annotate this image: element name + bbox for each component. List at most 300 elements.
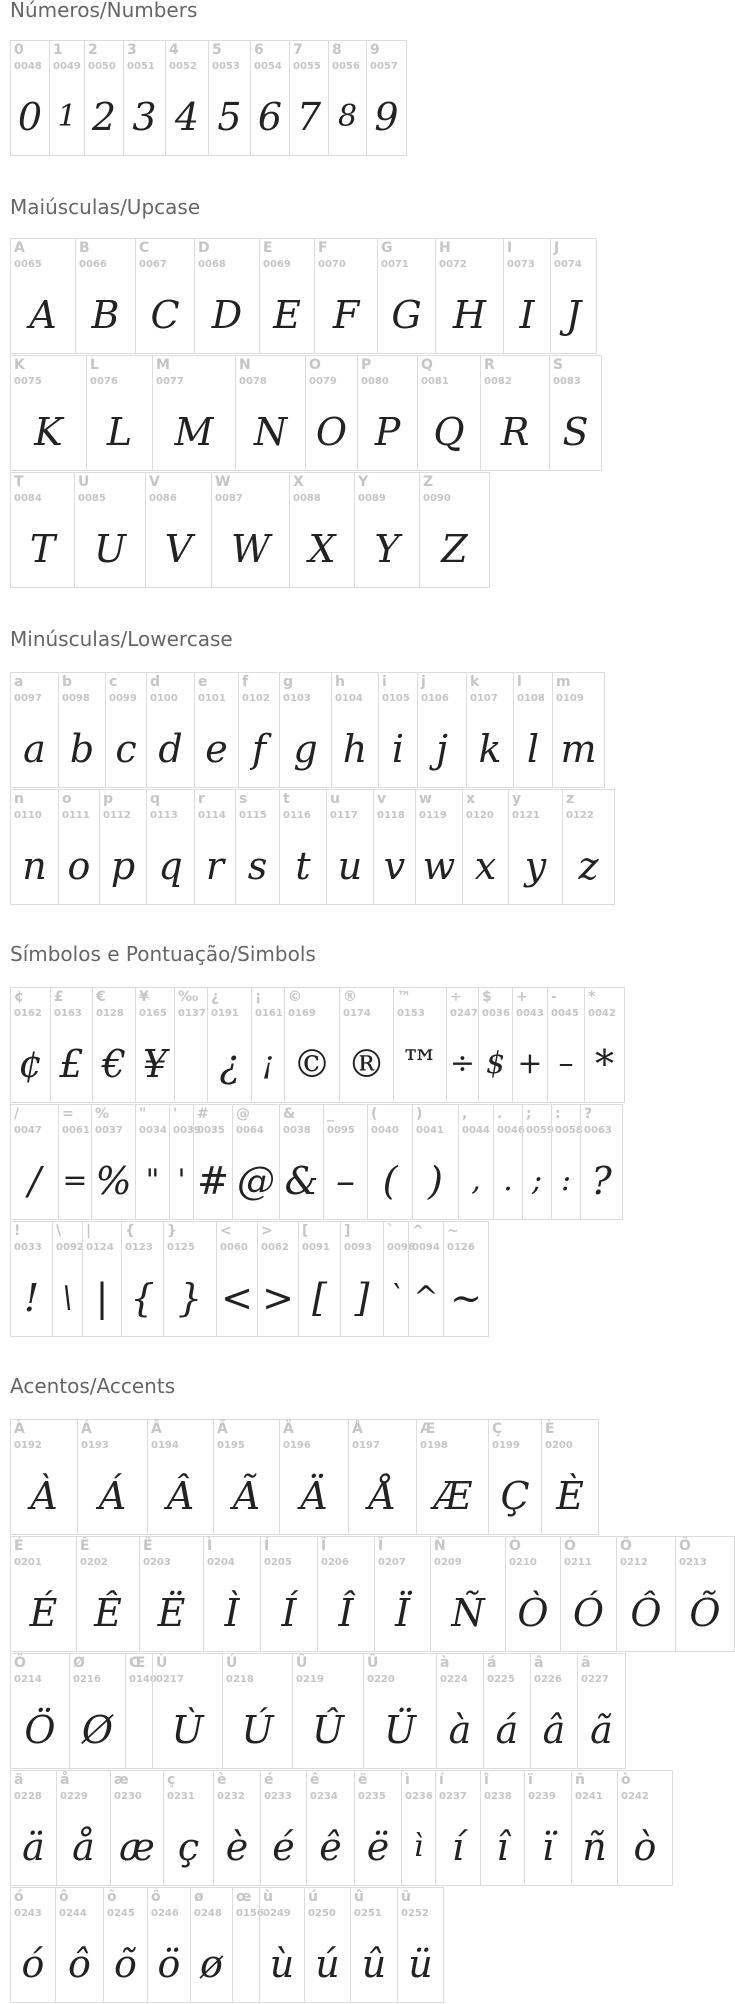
- glyph-code: 0037: [95, 1125, 123, 1136]
- glyph-code: 0117: [330, 810, 358, 821]
- glyph-sample: È: [556, 1474, 584, 1518]
- glyph-code: 0174: [343, 1008, 371, 1019]
- glyph-code: 0217: [156, 1674, 184, 1685]
- glyph-character-label: É: [14, 1538, 24, 1554]
- glyph-sample: Ê: [94, 1591, 122, 1635]
- glyph-sample: ¡: [261, 1046, 275, 1081]
- glyph-code: 0128: [96, 1008, 124, 1019]
- glyph-sample: k: [478, 727, 502, 771]
- glyph-sample: ÷: [449, 1046, 476, 1081]
- glyph-character-label: .: [497, 1106, 503, 1122]
- glyph-sample: ]: [354, 1276, 370, 1320]
- glyph-character-label: &: [283, 1106, 296, 1122]
- glyph-cell: [483, 1653, 531, 1769]
- glyph-character-label: #: [197, 1106, 209, 1122]
- glyph-character-label: 9: [370, 42, 380, 58]
- glyph-character-label: G: [381, 240, 393, 256]
- glyph-sample: ù: [269, 1942, 295, 1986]
- glyph-sample: >: [262, 1276, 294, 1320]
- glyph-character-label: á: [487, 1655, 497, 1671]
- glyph-character-label: æ: [114, 1772, 129, 1788]
- glyph-cell: [213, 1419, 280, 1535]
- glyph-character-label: ¢: [14, 989, 24, 1005]
- glyph-code: 0043: [516, 1008, 544, 1019]
- glyph-sample: ®: [347, 1042, 386, 1086]
- glyph-sample: õ: [114, 1942, 137, 1986]
- glyph-sample: –: [558, 1046, 574, 1081]
- glyph-character-label: ": [139, 1106, 147, 1122]
- glyph-cell: [55, 1887, 104, 2003]
- glyph-sample: Ó: [572, 1591, 605, 1635]
- glyph-sample: N: [253, 410, 288, 454]
- glyph-sample: ,: [471, 1163, 481, 1198]
- glyph-character-label: Â: [151, 1421, 162, 1437]
- glyph-sample: :: [560, 1163, 572, 1198]
- glyph-character-label: -: [551, 989, 557, 1005]
- glyph-code: 0162: [14, 1008, 42, 1019]
- glyph-code: 0193: [81, 1440, 109, 1451]
- glyph-sample: À: [30, 1474, 58, 1518]
- glyph-cell: [560, 1536, 617, 1652]
- glyph-character-label: ?: [584, 1106, 593, 1122]
- glyph-cell: [260, 1770, 307, 1886]
- glyph-cell: [350, 1887, 398, 2003]
- glyph-character-label: A: [14, 240, 25, 256]
- glyph-code: 0225: [487, 1674, 515, 1685]
- glyph-code: 0039: [173, 1125, 201, 1136]
- glyph-code: 0194: [151, 1440, 179, 1451]
- glyph-cell: [571, 1770, 618, 1886]
- glyph-character-label: ÷: [450, 989, 462, 1005]
- glyph-code: 0161: [255, 1008, 283, 1019]
- glyph-sample: 3: [132, 95, 157, 139]
- glyph-sample: â: [542, 1708, 566, 1752]
- glyph-character-label: û: [354, 1889, 364, 1905]
- glyph-character-label: 2: [88, 42, 98, 58]
- glyph-code: 0104: [335, 693, 363, 704]
- glyph-code: 0219: [296, 1674, 324, 1685]
- glyph-character-label: 7: [293, 42, 303, 58]
- glyph-cell: [10, 1887, 56, 2003]
- glyph-sample: F: [332, 293, 360, 337]
- glyph-code: 0237: [439, 1791, 467, 1802]
- glyph-code: 0209: [434, 1557, 462, 1568]
- glyph-sample: ú: [315, 1942, 340, 1986]
- glyph-code: 0207: [378, 1557, 406, 1568]
- glyph-code: 0122: [566, 810, 594, 821]
- glyph-sample: û: [361, 1942, 387, 1986]
- glyph-sample: Ø: [81, 1708, 114, 1752]
- glyph-code: 0238: [484, 1791, 512, 1802]
- glyph-character-label: Ó: [564, 1538, 576, 1554]
- glyph-sample: |: [95, 1276, 109, 1320]
- glyph-sample: \: [62, 1280, 73, 1315]
- glyph-cell: [317, 1536, 375, 1652]
- glyph-code: 0243: [14, 1908, 42, 1919]
- glyph-cell: [292, 1653, 364, 1769]
- glyph-sample: R: [500, 410, 530, 454]
- glyph-cell: [190, 1887, 233, 2003]
- glyph-code: 0246: [151, 1908, 179, 1919]
- glyph-sample: l: [526, 727, 540, 771]
- glyph-code: 0074: [554, 259, 582, 270]
- glyph-sample: 6: [257, 95, 283, 139]
- glyph-sample: ë: [366, 1825, 390, 1869]
- glyph-sample: m: [560, 727, 597, 771]
- glyph-character-label: î: [484, 1772, 489, 1788]
- glyph-character-label: M: [156, 357, 170, 373]
- glyph-code: 0232: [217, 1791, 245, 1802]
- glyph-sample: V: [164, 527, 193, 571]
- glyph-character-label: é: [264, 1772, 274, 1788]
- glyph-sample: Ã: [232, 1474, 261, 1518]
- glyph-character-label: n: [14, 791, 24, 807]
- glyph-sample: j: [436, 727, 448, 771]
- glyph-code: 0083: [553, 376, 581, 387]
- glyph-character-label: h: [335, 674, 345, 690]
- glyph-row: [10, 1887, 443, 2004]
- glyph-character-label: ê: [310, 1772, 320, 1788]
- glyph-cell: [163, 1770, 214, 1886]
- glyph-character-label: ': [173, 1106, 178, 1122]
- glyph-code: 0123: [125, 1242, 153, 1253]
- glyph-code: 0235: [358, 1791, 386, 1802]
- glyph-sample: Z: [441, 527, 468, 571]
- glyph-character-label: ï: [528, 1772, 533, 1788]
- glyph-cell: [505, 1536, 561, 1652]
- glyph-sample: ?: [591, 1159, 612, 1203]
- glyph-sample: y: [524, 844, 547, 888]
- glyph-character-label: %: [95, 1106, 110, 1122]
- glyph-code: 0067: [139, 259, 167, 270]
- glyph-character-label: U: [78, 474, 90, 490]
- glyph-code: 0042: [588, 1008, 616, 1019]
- glyph-cell: [147, 1887, 191, 2003]
- glyph-sample: Ô: [630, 1591, 662, 1635]
- glyph-code: 0250: [308, 1908, 336, 1919]
- glyph-sample: E: [273, 293, 301, 337]
- glyph-character-label: P: [361, 357, 372, 373]
- glyph-cell: [76, 1536, 140, 1652]
- glyph-cell: [354, 1770, 402, 1886]
- glyph-character-label: Ü: [367, 1655, 379, 1671]
- glyph-sample: ä: [22, 1825, 45, 1869]
- glyph-sample: à: [448, 1708, 472, 1752]
- glyph-code: 0228: [14, 1791, 42, 1802]
- glyph-character-label: F: [318, 240, 328, 256]
- glyph-character-label: 8: [332, 42, 342, 58]
- glyph-sample: +: [517, 1046, 543, 1081]
- glyph-character-label: ü: [401, 1889, 411, 1905]
- glyph-code: 0211: [564, 1557, 592, 1568]
- glyph-code: 0126: [447, 1242, 475, 1253]
- glyph-character-label: ô: [59, 1889, 69, 1905]
- glyph-sample: [: [312, 1276, 327, 1320]
- glyph-code: 0103: [283, 693, 311, 704]
- glyph-code: 0118: [377, 810, 405, 821]
- glyph-cell: [10, 1770, 57, 1886]
- glyph-sample: Ñ: [451, 1591, 485, 1635]
- glyph-sample: f: [251, 727, 267, 771]
- glyph-code: 0204: [207, 1557, 235, 1568]
- glyph-cell: [69, 1653, 126, 1769]
- glyph-sample: Ä: [300, 1474, 328, 1518]
- glyph-character-label: Œ: [129, 1655, 146, 1671]
- glyph-character-label: Ö: [14, 1655, 26, 1671]
- glyph-code: 0062: [261, 1242, 289, 1253]
- glyph-character-label: À: [14, 1421, 25, 1437]
- glyph-character-label: ¡: [255, 989, 262, 1005]
- glyph-character-label: q: [150, 791, 161, 807]
- glyph-character-label: C: [139, 240, 150, 256]
- glyph-code: 0096: [387, 1242, 415, 1253]
- glyph-sample: Å: [368, 1474, 397, 1518]
- glyph-sample: 1: [57, 99, 77, 134]
- glyph-character-label: T: [14, 474, 24, 490]
- glyph-code: 0191: [211, 1008, 239, 1019]
- glyph-cell: [480, 1770, 525, 1886]
- glyph-sample: é: [272, 1825, 295, 1869]
- glyph-sample: J: [565, 293, 582, 337]
- glyph-character-label: Q: [421, 357, 433, 373]
- glyph-sample: ¢: [18, 1042, 43, 1086]
- glyph-character-label: t: [283, 791, 290, 807]
- glyph-character-label: ò: [621, 1772, 631, 1788]
- glyph-row: [10, 1770, 672, 1887]
- glyph-sample: €: [101, 1042, 127, 1086]
- glyph-code: 0091: [302, 1242, 330, 1253]
- glyph-character-label: œ: [236, 1889, 252, 1905]
- glyph-code: 0224: [440, 1674, 468, 1685]
- glyph-character-label: ^: [412, 1223, 424, 1239]
- glyph-code: 0086: [149, 493, 177, 504]
- glyph-sample: 8: [337, 99, 358, 134]
- glyph-sample: v: [383, 844, 406, 888]
- glyph-character-label: _: [327, 1106, 334, 1122]
- glyph-sample: ": [145, 1163, 160, 1198]
- glyph-sample: A: [29, 293, 57, 337]
- glyph-sample: t: [295, 844, 311, 888]
- glyph-sample: }: [177, 1276, 203, 1320]
- glyph-sample: C: [150, 293, 180, 337]
- glyph-code: 0056: [332, 61, 360, 72]
- glyph-character-label: ë: [358, 1772, 368, 1788]
- glyph-sample: Â: [166, 1474, 195, 1518]
- glyph-character-label: ø: [194, 1889, 204, 1905]
- glyph-character-label: f: [242, 674, 249, 690]
- glyph-character-label: \: [56, 1223, 62, 1239]
- glyph-character-label: ¿: [211, 989, 220, 1005]
- glyph-sample: K: [34, 410, 63, 454]
- glyph-code: 0064: [236, 1125, 264, 1136]
- glyph-sample: É: [29, 1591, 58, 1635]
- section-title: Símbolos e Pontuação/Simbols: [10, 942, 316, 966]
- glyph-code: 0071: [381, 259, 409, 270]
- glyph-character-label: Á: [81, 1421, 92, 1437]
- glyph-sample: Ç: [500, 1474, 530, 1518]
- glyph-sample: O: [315, 410, 348, 454]
- glyph-row: [10, 1653, 625, 1770]
- glyph-code: 0242: [621, 1791, 649, 1802]
- glyph-code: 0201: [14, 1557, 42, 1568]
- glyph-character-label: ;: [526, 1106, 532, 1122]
- glyph-sample: &: [284, 1159, 319, 1203]
- glyph-code: 0197: [352, 1440, 380, 1451]
- glyph-sample: $: [485, 1046, 506, 1081]
- glyph-sample: Ì: [224, 1591, 240, 1635]
- glyph-sample: ø: [200, 1942, 223, 1986]
- glyph-code: 0050: [88, 61, 116, 72]
- glyph-code: 0076: [90, 376, 118, 387]
- glyph-code: 0070: [318, 259, 346, 270]
- glyph-sample: o: [67, 844, 91, 888]
- glyph-code: 0218: [226, 1674, 254, 1685]
- glyph-code: 0065: [14, 259, 42, 270]
- glyph-cell: [232, 1887, 264, 2003]
- glyph-code: 0047: [14, 1125, 42, 1136]
- glyph-code: 0092: [56, 1242, 84, 1253]
- glyph-sample: w: [422, 844, 456, 888]
- glyph-character-label: Ø: [73, 1655, 85, 1671]
- glyph-cell: [363, 1653, 437, 1769]
- glyph-code: 0035: [197, 1125, 225, 1136]
- glyph-character-label: B: [79, 240, 90, 256]
- glyph-code: 0069: [263, 259, 291, 270]
- glyph-code: 0107: [470, 693, 498, 704]
- glyph-cell: [259, 1887, 305, 2003]
- glyph-character-label: ó: [14, 1889, 24, 1905]
- glyph-character-label: ñ: [575, 1772, 585, 1788]
- glyph-code: 0202: [80, 1557, 108, 1568]
- glyph-sample: ã: [590, 1708, 613, 1752]
- glyph-character-label: c: [109, 674, 118, 690]
- glyph-character-label: ~: [447, 1223, 459, 1239]
- glyph-character-label: O: [309, 357, 321, 373]
- glyph-code: 0114: [198, 810, 226, 821]
- glyph-character-label: {: [125, 1223, 135, 1239]
- glyph-character-label: y: [512, 791, 522, 807]
- glyph-sample: å: [72, 1825, 95, 1869]
- glyph-character-label: z: [566, 791, 575, 807]
- glyph-sample: ñ: [582, 1825, 607, 1869]
- glyph-cell: [616, 1536, 676, 1652]
- glyph-sample: *: [595, 1042, 614, 1086]
- glyph-cell: [436, 1653, 484, 1769]
- glyph-character-label: ì: [405, 1772, 410, 1788]
- glyph-character-label: ù: [263, 1889, 273, 1905]
- glyph-character-label: }: [167, 1223, 177, 1239]
- glyph-sample: g: [293, 727, 318, 771]
- glyph-sample: è: [225, 1825, 249, 1869]
- glyph-sample: Ù: [171, 1708, 204, 1752]
- glyph-character-label: Ç: [492, 1421, 503, 1437]
- glyph-code: 0115: [239, 810, 267, 821]
- glyph-cell: [222, 1653, 293, 1769]
- glyph-sample: /: [28, 1159, 41, 1203]
- glyph-character-label: >: [261, 1223, 273, 1239]
- glyph-character-label: ä: [14, 1772, 24, 1788]
- glyph-cell: [577, 1653, 626, 1769]
- glyph-sample: q: [158, 844, 183, 888]
- glyph-character-label: ú: [308, 1889, 318, 1905]
- glyph-code: 0095: [327, 1125, 355, 1136]
- glyph-sample: =: [62, 1163, 88, 1198]
- glyph-sample: ò: [633, 1825, 657, 1869]
- glyph-code: 0245: [107, 1908, 135, 1919]
- glyph-sample: Ü: [383, 1708, 417, 1752]
- glyph-sample: b: [69, 727, 95, 771]
- glyph-cell: [348, 1419, 417, 1535]
- glyph-code: 0093: [344, 1242, 372, 1253]
- glyph-character-label: Å: [352, 1421, 363, 1437]
- glyph-cell: [430, 1536, 506, 1652]
- glyph-character-label: H: [439, 240, 451, 256]
- glyph-cell: [541, 1419, 599, 1535]
- glyph-character-label: 6: [254, 42, 264, 58]
- glyph-sample: #: [197, 1159, 229, 1203]
- glyph-sample: z: [578, 844, 599, 888]
- glyph-character-label: Ñ: [434, 1538, 446, 1554]
- glyph-character-label: J: [554, 240, 560, 256]
- glyph-sample: Û: [311, 1708, 345, 1752]
- glyph-character-label: N: [239, 357, 251, 373]
- glyph-cell: [524, 1770, 572, 1886]
- glyph-cell: [139, 1536, 204, 1652]
- glyph-code: 0163: [54, 1008, 82, 1019]
- glyph-character-label: £: [54, 989, 64, 1005]
- glyph-character-label: w: [419, 791, 432, 807]
- glyph-sample: ¥: [142, 1042, 168, 1086]
- glyph-character-label: 0: [14, 42, 24, 58]
- glyph-code: 0033: [14, 1242, 42, 1253]
- glyph-code: 0082: [484, 376, 512, 387]
- glyph-code: 0105: [382, 693, 410, 704]
- glyph-sample: æ: [119, 1825, 155, 1869]
- glyph-character-label: =: [62, 1106, 74, 1122]
- glyph-character-label: Ô: [620, 1538, 632, 1554]
- glyph-sample: H: [452, 293, 487, 337]
- glyph-character-label: v: [377, 791, 387, 807]
- glyph-code: 0085: [78, 493, 106, 504]
- glyph-character-label: :: [555, 1106, 561, 1122]
- glyph-character-label: í: [439, 1772, 444, 1788]
- glyph-code: 0051: [127, 61, 155, 72]
- glyph-sample: í: [451, 1825, 465, 1869]
- glyph-sample: %: [95, 1159, 132, 1203]
- glyph-sample: I: [519, 293, 535, 337]
- glyph-code: 0099: [109, 693, 137, 704]
- glyph-cell: [260, 1536, 318, 1652]
- glyph-sample: Ò: [517, 1591, 549, 1635]
- glyph-character-label: p: [103, 791, 114, 807]
- glyph-character-label: Õ: [679, 1538, 691, 1554]
- glyph-code: 0169: [288, 1008, 316, 1019]
- glyph-character-label: R: [484, 357, 495, 373]
- glyph-cell: [103, 1887, 148, 2003]
- glyph-code: 0234: [310, 1791, 338, 1802]
- glyph-code: 0060: [220, 1242, 248, 1253]
- glyph-sample: ì: [413, 1829, 424, 1864]
- glyph-code: 0203: [143, 1557, 171, 1568]
- glyph-character-label: <: [220, 1223, 232, 1239]
- glyph-code: 0087: [215, 493, 243, 504]
- glyph-code: 0124: [86, 1242, 114, 1253]
- glyph-cell: [147, 1419, 214, 1535]
- glyph-code: 0249: [263, 1908, 291, 1919]
- glyph-character-label: K: [14, 357, 25, 373]
- glyph-character-label: å: [60, 1772, 70, 1788]
- glyph-sample: ¿: [219, 1042, 240, 1086]
